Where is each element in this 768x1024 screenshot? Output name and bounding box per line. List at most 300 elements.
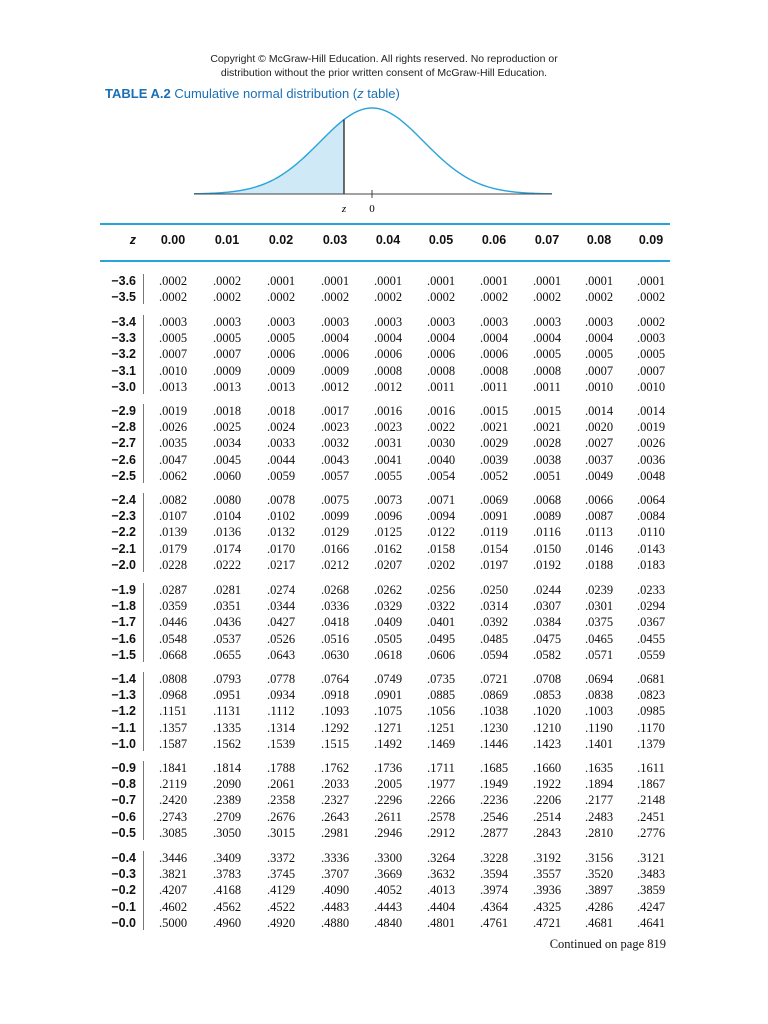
table-row	[100, 492, 670, 508]
probability-cell: .0392	[479, 615, 509, 630]
probability-cell: .0004	[532, 331, 562, 346]
probability-cell: .0002	[373, 290, 403, 305]
column-header: 0.03	[322, 233, 348, 247]
probability-cell: .3446	[158, 851, 188, 865]
probability-cell: .0003	[532, 315, 562, 329]
probability-cell: .0003	[373, 315, 403, 329]
probability-cell: .0274	[266, 583, 296, 597]
probability-cell: .1894	[584, 777, 614, 792]
probability-cell: .1314	[266, 720, 296, 735]
probability-cell: .1379	[636, 736, 666, 751]
probability-cell: .0475	[532, 631, 562, 646]
probability-cell: .0793	[212, 672, 242, 686]
probability-cell: .4443	[373, 899, 403, 914]
z-value-cell: −0.0	[111, 915, 136, 930]
probability-cell: .0618	[373, 647, 403, 662]
z-value-cell: −1.9	[111, 583, 136, 597]
probability-cell: .2451	[636, 809, 666, 824]
probability-cell: .0013	[266, 379, 296, 394]
probability-cell: .1736	[373, 761, 403, 775]
probability-cell: .0004	[584, 331, 614, 346]
probability-cell: .0418	[320, 615, 350, 630]
probability-cell: .1112	[267, 704, 295, 719]
z-value-cell: −3.3	[111, 331, 136, 346]
probability-cell: .0002	[636, 290, 666, 305]
probability-cell: .0045	[212, 452, 242, 467]
probability-cell: .2912	[426, 825, 456, 840]
probability-cell: .4562	[212, 899, 242, 914]
probability-cell: .1492	[373, 736, 403, 751]
probability-cell: .2611	[374, 809, 402, 824]
probability-cell: .1190	[585, 720, 613, 735]
probability-cell: .0024	[266, 420, 296, 435]
probability-cell: .0003	[426, 315, 456, 329]
column-header: 0.07	[534, 233, 560, 247]
probability-cell: .2776	[636, 825, 666, 840]
column-header: 0.08	[586, 233, 612, 247]
table-row	[100, 435, 670, 451]
probability-cell: .0043	[320, 452, 350, 467]
probability-cell: .0239	[584, 583, 614, 597]
probability-cell: .4840	[373, 915, 403, 930]
probability-cell: .4325	[532, 899, 562, 914]
column-header: 0.01	[214, 233, 240, 247]
probability-cell: .0057	[320, 468, 350, 483]
probability-cell: .0427	[266, 615, 296, 630]
probability-cell: .3859	[636, 883, 666, 898]
probability-cell: .0064	[636, 493, 666, 507]
probability-cell: .0150	[532, 541, 562, 556]
probability-cell: .0015	[479, 404, 509, 418]
probability-cell: .0455	[636, 631, 666, 646]
row-group	[100, 582, 670, 663]
probability-cell: .0002	[584, 290, 614, 305]
probability-cell: .0084	[636, 509, 666, 524]
probability-cell: .0158	[426, 541, 456, 556]
probability-cell: .1038	[479, 704, 509, 719]
probability-cell: .2296	[373, 793, 403, 808]
column-header: 0.04	[375, 233, 401, 247]
probability-cell: .0212	[320, 557, 350, 572]
probability-cell: .0002	[636, 315, 666, 329]
z-value-cell: −0.4	[111, 851, 136, 865]
probability-cell: .0007	[212, 347, 242, 362]
probability-cell: .0764	[320, 672, 350, 686]
probability-cell: .0060	[212, 468, 242, 483]
probability-cell: .0012	[373, 379, 403, 394]
probability-cell: .0006	[479, 347, 509, 362]
probability-cell: .0668	[158, 647, 188, 662]
row-group	[100, 314, 670, 395]
probability-cell: .0005	[636, 347, 666, 362]
probability-cell: .1170	[637, 720, 665, 735]
probability-cell: .0034	[212, 436, 242, 451]
table-row	[100, 776, 670, 792]
probability-cell: .0143	[636, 541, 666, 556]
probability-cell: .0132	[266, 525, 296, 540]
probability-cell: .0006	[426, 347, 456, 362]
probability-cell: .2119	[159, 777, 187, 792]
probability-cell: .3520	[584, 867, 614, 882]
table-row	[100, 882, 670, 898]
probability-cell: .0008	[532, 363, 562, 378]
table-row	[100, 273, 670, 289]
probability-cell: .0030	[426, 436, 456, 451]
table-row	[100, 915, 670, 931]
probability-cell: .1762	[320, 761, 350, 775]
z-value-cell: −3.6	[111, 274, 136, 288]
probability-cell: .1685	[479, 761, 509, 775]
probability-cell: .1446	[479, 736, 509, 751]
probability-cell: .0436	[212, 615, 242, 630]
probability-cell: .3085	[158, 825, 188, 840]
probability-cell: .3192	[532, 851, 562, 865]
probability-cell: .0005	[212, 331, 242, 346]
z-value-cell: −2.5	[111, 468, 136, 483]
probability-cell: .0019	[636, 420, 666, 435]
table-row	[100, 687, 670, 703]
probability-cell: .4761	[479, 915, 509, 930]
probability-cell: .1711	[427, 761, 455, 775]
probability-cell: .0040	[426, 452, 456, 467]
probability-cell: .0122	[426, 525, 456, 540]
z-value-cell: −2.3	[111, 509, 136, 524]
table-row	[100, 703, 670, 719]
probability-cell: .3228	[479, 851, 509, 865]
probability-cell: .0188	[584, 557, 614, 572]
probability-cell: .1335	[212, 720, 242, 735]
probability-cell: .0643	[266, 647, 296, 662]
copyright-line-2: distribution without the prior written consent of McGraw-Hill Education.	[220, 67, 548, 79]
probability-cell: .2420	[158, 793, 188, 808]
table-row	[100, 346, 670, 362]
probability-cell: .0116	[533, 525, 561, 540]
probability-cell: .0170	[266, 541, 296, 556]
probability-cell: .4090	[320, 883, 350, 898]
probability-cell: .0004	[426, 331, 456, 346]
z-value-cell: −2.2	[111, 525, 136, 540]
probability-cell: .0010	[636, 379, 666, 394]
probability-cell: .0055	[373, 468, 403, 483]
probability-cell: .3156	[584, 851, 614, 865]
probability-cell: .0287	[158, 583, 188, 597]
z-value-cell: −0.9	[111, 761, 136, 775]
probability-cell: .2389	[212, 793, 242, 808]
probability-cell: .0351	[212, 599, 242, 614]
probability-cell: .0029	[479, 436, 509, 451]
table-row	[100, 289, 670, 305]
probability-cell: .0294	[636, 599, 666, 614]
column-header: 0.02	[268, 233, 294, 247]
probability-cell: .1251	[426, 720, 456, 735]
probability-cell: .0735	[426, 672, 456, 686]
probability-cell: .0082	[158, 493, 188, 507]
probability-cell: .4013	[426, 883, 456, 898]
probability-cell: .1562	[212, 736, 242, 751]
probability-cell: .0005	[532, 347, 562, 362]
probability-cell: .0179	[158, 541, 188, 556]
probability-cell: .0548	[158, 631, 188, 646]
probability-cell: .0166	[320, 541, 350, 556]
probability-cell: .0019	[158, 404, 188, 418]
probability-cell: .2578	[426, 809, 456, 824]
table-row	[100, 850, 670, 866]
table-row	[100, 557, 670, 573]
table-row	[100, 379, 670, 395]
probability-cell: .0052	[479, 468, 509, 483]
probability-cell: .4960	[212, 915, 242, 930]
probability-cell: .0011	[427, 379, 455, 394]
probability-cell: .0008	[479, 363, 509, 378]
probability-cell: .4364	[479, 899, 509, 914]
probability-cell: .3821	[158, 867, 188, 882]
probability-cell: .0006	[320, 347, 350, 362]
probability-cell: .0606	[426, 647, 456, 662]
z-value-cell: −2.8	[111, 420, 136, 435]
probability-cell: .0250	[479, 583, 509, 597]
probability-cell: .0174	[212, 541, 242, 556]
z-value-cell: −0.2	[111, 883, 136, 898]
probability-cell: .0001	[532, 274, 562, 288]
probability-cell: .4483	[320, 899, 350, 914]
probability-cell: .3015	[266, 825, 296, 840]
probability-cell: .1210	[532, 720, 562, 735]
probability-cell: .0001	[636, 274, 666, 288]
probability-cell: .0066	[584, 493, 614, 507]
z-value-cell: −2.4	[111, 493, 136, 507]
probability-cell: .0968	[158, 688, 188, 703]
probability-cell: .0026	[636, 436, 666, 451]
probability-cell: .3300	[373, 851, 403, 865]
probability-cell: .0708	[532, 672, 562, 686]
table-row	[100, 541, 670, 557]
probability-cell: .0001	[266, 274, 296, 288]
probability-cell: .4247	[636, 899, 666, 914]
probability-cell: .0749	[373, 672, 403, 686]
probability-cell: .0113	[585, 525, 613, 540]
probability-cell: .0011	[480, 379, 508, 394]
probability-cell: .0006	[266, 347, 296, 362]
z-value-cell: −3.0	[111, 379, 136, 394]
probability-cell: .2266	[426, 793, 456, 808]
table-name-start: Cumulative normal distribution (	[170, 86, 358, 101]
table-row	[100, 582, 670, 598]
probability-cell: .0001	[479, 274, 509, 288]
probability-cell: .0099	[320, 509, 350, 524]
probability-cell: .0011	[533, 379, 561, 394]
probability-cell: .0721	[479, 672, 509, 686]
probability-cell: .3121	[636, 851, 666, 865]
probability-cell: .1867	[636, 777, 666, 792]
table-name-end: table)	[363, 86, 400, 101]
probability-cell: .3483	[636, 867, 666, 882]
table-row	[100, 760, 670, 776]
probability-cell: .0934	[266, 688, 296, 703]
probability-cell: .0823	[636, 688, 666, 703]
probability-cell: .0008	[373, 363, 403, 378]
probability-cell: .1635	[584, 761, 614, 775]
probability-cell: .0136	[212, 525, 242, 540]
probability-cell: .4880	[320, 915, 350, 930]
probability-cell: .1587	[158, 736, 188, 751]
probability-cell: .0307	[532, 599, 562, 614]
probability-cell: .0002	[426, 290, 456, 305]
probability-cell: .2327	[320, 793, 350, 808]
probability-cell: .0059	[266, 468, 296, 483]
probability-cell: .0202	[426, 557, 456, 572]
row-group	[100, 492, 670, 573]
probability-cell: .0001	[584, 274, 614, 288]
table-row	[100, 671, 670, 687]
probability-cell: .0222	[212, 557, 242, 572]
table-row	[100, 809, 670, 825]
z-value-cell: −3.2	[111, 347, 136, 362]
probability-cell: .0054	[426, 468, 456, 483]
row-group	[100, 273, 670, 305]
probability-cell: .0008	[426, 363, 456, 378]
table-row	[100, 524, 670, 540]
probability-cell: .0003	[636, 331, 666, 346]
probability-cell: .0537	[212, 631, 242, 646]
probability-cell: .3264	[426, 851, 456, 865]
probability-cell: .0107	[158, 509, 188, 524]
table-row	[100, 866, 670, 882]
probability-cell: .3557	[532, 867, 562, 882]
probability-cell: .1814	[212, 761, 242, 775]
probability-cell: .0028	[532, 436, 562, 451]
table-row	[100, 647, 670, 663]
probability-cell: .2236	[479, 793, 509, 808]
probability-cell: .0091	[479, 509, 509, 524]
probability-cell: .0985	[636, 704, 666, 719]
probability-cell: .0003	[320, 315, 350, 329]
probability-cell: .2090	[212, 777, 242, 792]
probability-cell: .2546	[479, 809, 509, 824]
probability-cell: .0016	[373, 404, 403, 418]
probability-cell: .0012	[320, 379, 350, 394]
row-group	[100, 760, 670, 841]
copyright-line-1: Copyright © McGraw-Hill Education. All rights reserved. No reproduction or	[210, 53, 558, 65]
probability-cell: .0183	[636, 557, 666, 572]
probability-cell: .0129	[320, 525, 350, 540]
probability-cell: .0078	[266, 493, 296, 507]
table-row	[100, 363, 670, 379]
probability-cell: .0025	[212, 420, 242, 435]
probability-cell: .0344	[266, 599, 296, 614]
table-row	[100, 452, 670, 468]
probability-cell: .4920	[266, 915, 296, 930]
probability-cell: .3050	[212, 825, 242, 840]
probability-cell: .0003	[158, 315, 188, 329]
probability-cell: .0087	[584, 509, 614, 524]
probability-cell: .4168	[212, 883, 242, 898]
column-header: 0.00	[160, 233, 186, 247]
probability-cell: .0918	[320, 688, 350, 703]
probability-cell: .2743	[158, 809, 188, 824]
probability-cell: .0002	[158, 274, 188, 288]
probability-cell: .2514	[532, 809, 562, 824]
z-value-cell: −0.3	[111, 867, 136, 882]
table-row	[100, 792, 670, 808]
probability-cell: .0778	[266, 672, 296, 686]
probability-cell: .0146	[584, 541, 614, 556]
z-value-cell: −1.2	[111, 704, 136, 719]
probability-cell: .0003	[584, 315, 614, 329]
probability-cell: .0262	[373, 583, 403, 597]
probability-cell: .1271	[373, 720, 403, 735]
probability-cell: .0036	[636, 452, 666, 467]
probability-cell: .0013	[212, 379, 242, 394]
probability-cell: .0003	[266, 315, 296, 329]
probability-cell: .0401	[426, 615, 456, 630]
table-row	[100, 330, 670, 346]
probability-cell: .3974	[479, 883, 509, 898]
table-row	[100, 598, 670, 614]
probability-cell: .0094	[426, 509, 456, 524]
probability-cell: .2709	[212, 809, 242, 824]
probability-cell: .0051	[532, 468, 562, 483]
continued-note: Continued on page 819	[549, 937, 666, 951]
probability-cell: .4681	[584, 915, 614, 930]
probability-cell: .2005	[373, 777, 403, 792]
probability-cell: .0080	[212, 493, 242, 507]
probability-cell: .0049	[584, 468, 614, 483]
header-bottom-rule	[100, 260, 670, 262]
table-row	[100, 631, 670, 647]
table-tag: TABLE A.2	[105, 86, 171, 101]
probability-cell: .0005	[584, 347, 614, 362]
probability-cell: .0582	[532, 647, 562, 662]
probability-cell: .0062	[158, 468, 188, 483]
probability-cell: .1949	[479, 777, 509, 792]
probability-cell: .0032	[320, 436, 350, 451]
probability-cell: .1401	[584, 736, 614, 751]
z-value-cell: −1.0	[111, 736, 136, 751]
probability-cell: .0951	[212, 688, 242, 703]
probability-cell: .0075	[320, 493, 350, 507]
z-value-cell: −2.1	[111, 541, 136, 556]
probability-cell: .0014	[636, 404, 666, 418]
bell-curve	[194, 108, 552, 194]
column-header: 0.05	[428, 233, 454, 247]
probability-cell: .0192	[532, 557, 562, 572]
probability-cell: .2483	[584, 809, 614, 824]
column-header: 0.06	[481, 233, 507, 247]
probability-cell: .2643	[320, 809, 350, 824]
probability-cell: .2358	[266, 793, 296, 808]
probability-cell: .4641	[636, 915, 666, 930]
probability-cell: .0125	[373, 525, 403, 540]
z-value-cell: −0.1	[111, 899, 136, 914]
probability-cell: .1020	[532, 704, 562, 719]
probability-cell: .3897	[584, 883, 614, 898]
probability-cell: .0162	[373, 541, 403, 556]
probability-cell: .1056	[426, 704, 456, 719]
probability-cell: .0004	[373, 331, 403, 346]
probability-cell: .1515	[320, 736, 350, 751]
probability-cell: .0069	[479, 493, 509, 507]
probability-cell: .0006	[373, 347, 403, 362]
probability-cell: .0021	[479, 420, 509, 435]
probability-cell: .0023	[320, 420, 350, 435]
probability-cell: .0039	[479, 452, 509, 467]
row-group	[100, 850, 670, 931]
probability-cell: .0495	[426, 631, 456, 646]
z-value-cell: −0.6	[111, 809, 136, 824]
table-row	[100, 468, 670, 484]
probability-cell: .0630	[320, 647, 350, 662]
probability-cell: .0031	[373, 436, 403, 451]
